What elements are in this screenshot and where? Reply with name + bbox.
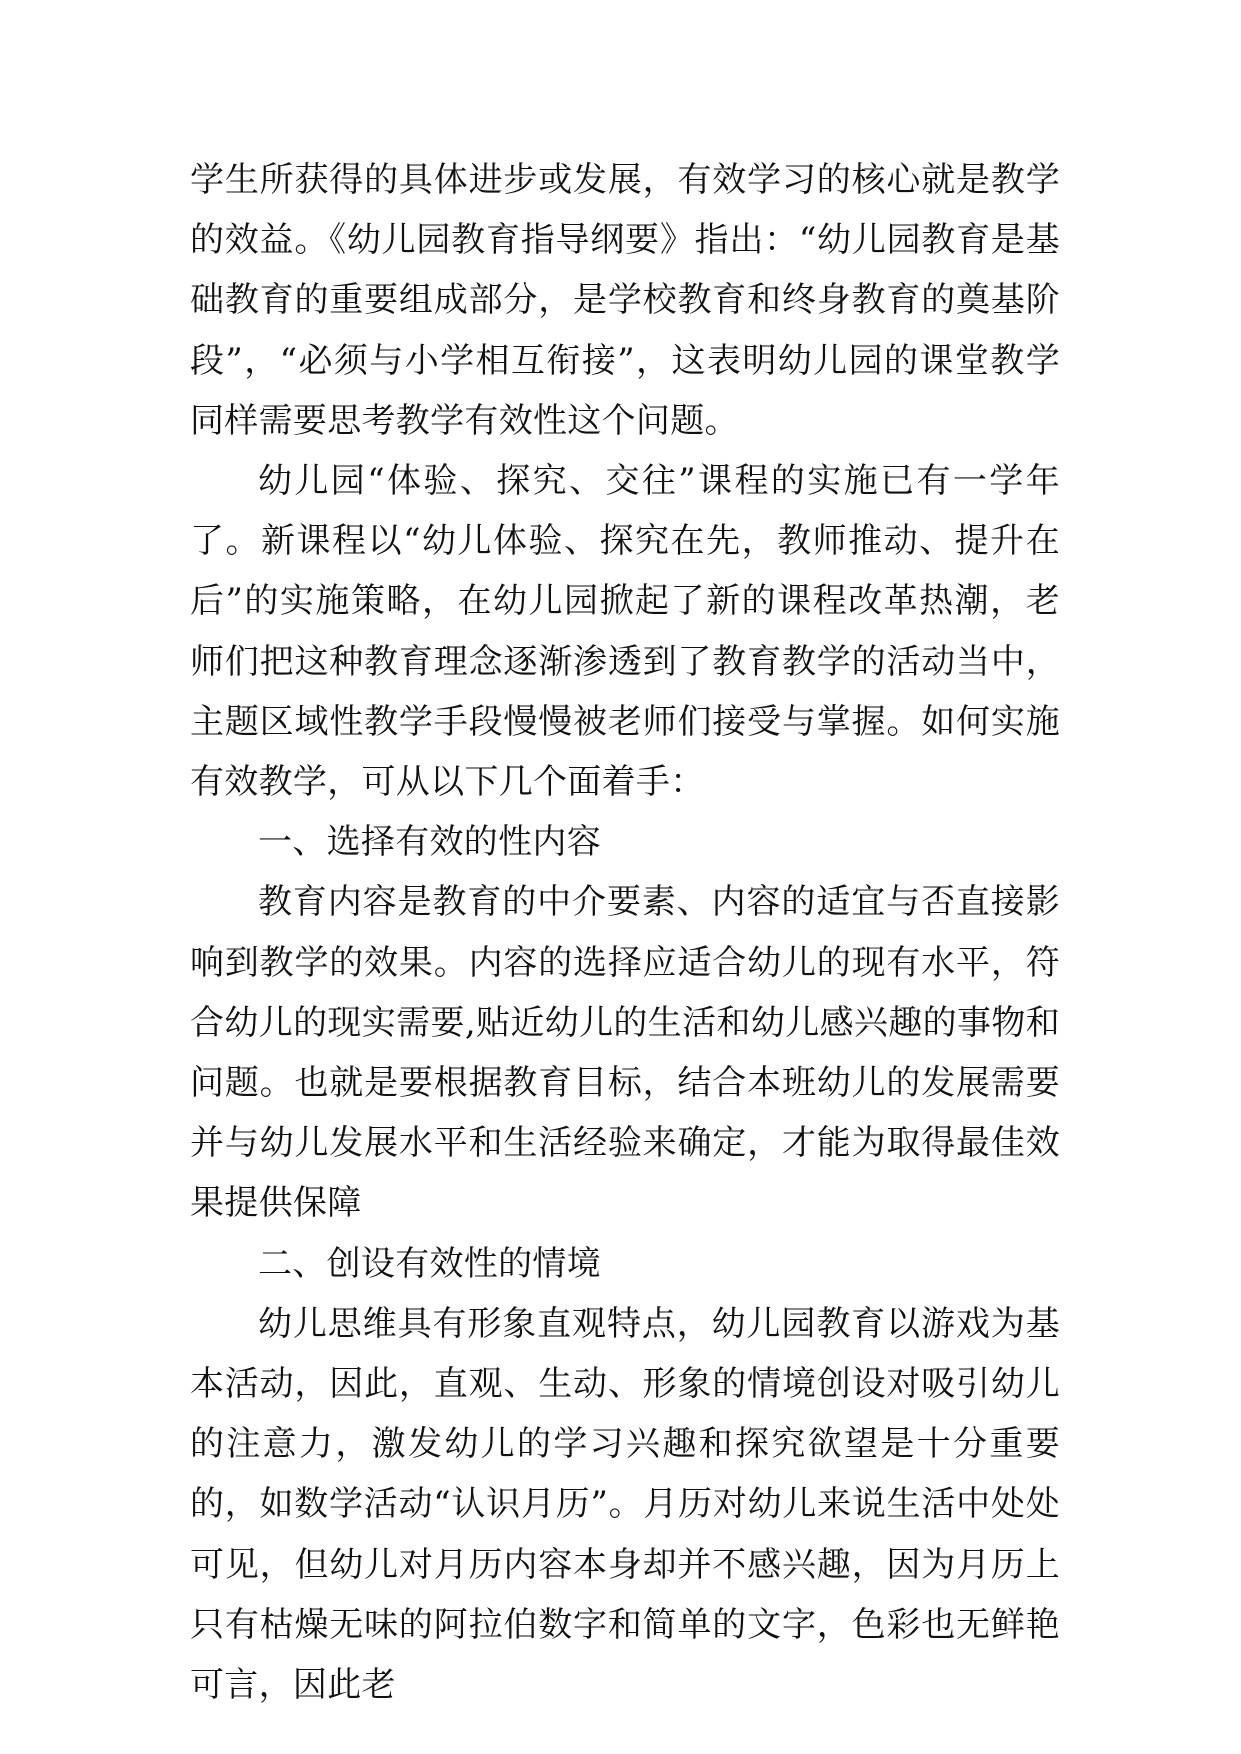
paragraph-content-selection: 教育内容是教育的中介要素、内容的适宜与否直接影响到教学的效果。内容的选择应适合幼儿的现有水平，符合幼儿的现实需要,贴近幼儿的生活和幼儿感兴趣的事物和问题。也就是要根据教育目标，结合本班幼儿的发展需要并与幼儿发展水平和生活经验来确定，才能为取得最佳效果提供保障 xyxy=(190,882,1060,1224)
paragraph-intro: 学生所获得的具体进步或发展，有效学习的核心就是教学的效益。《幼儿园教育指导纲要》指出：“幼儿园教育是基础教育的重要组成部分，是学校教育和终身教育的奠基阶段”，“必须与小学相互衔接”，这表明幼儿园的课堂教学同样需要思考教学有效性这个问题。 xyxy=(190,160,1060,441)
section-heading-2: 二、创设有效性的情境 xyxy=(258,1243,601,1284)
paragraph-situation: 幼儿思维具有形象直观特点，幼儿园教育以游戏为基本活动，因此，直观、生动、形象的情境创设对吸引幼儿的注意力，激发幼儿的学习兴趣和探究欲望是十分重要的，如数学活动“认识月历”。月历对幼儿来说生活中处处可见，但幼儿对月历内容本身却并不感兴趣，因为月历上只有枯燥无味的阿拉伯数字和简单的文字，色彩也无鲜艳可言，因此老 xyxy=(190,1303,1060,1706)
section-heading-1: 一、选择有效的性内容 xyxy=(258,822,601,863)
paragraph-curriculum: 幼儿园“体验、探究、交往”课程的实施已有一学年了。新课程以“幼儿体验、探究在先，教师推动、提升在后”的实施策略，在幼儿园掀起了新的课程改革热潮，老师们把这种教育理念逐渐渗透到了教育教学的活动当中，主题区域性教学手段慢慢被老师们接受与掌握。如何实施有效教学，可从以下几个面着手： xyxy=(190,461,1060,803)
document-body xyxy=(190,150,1060,1715)
